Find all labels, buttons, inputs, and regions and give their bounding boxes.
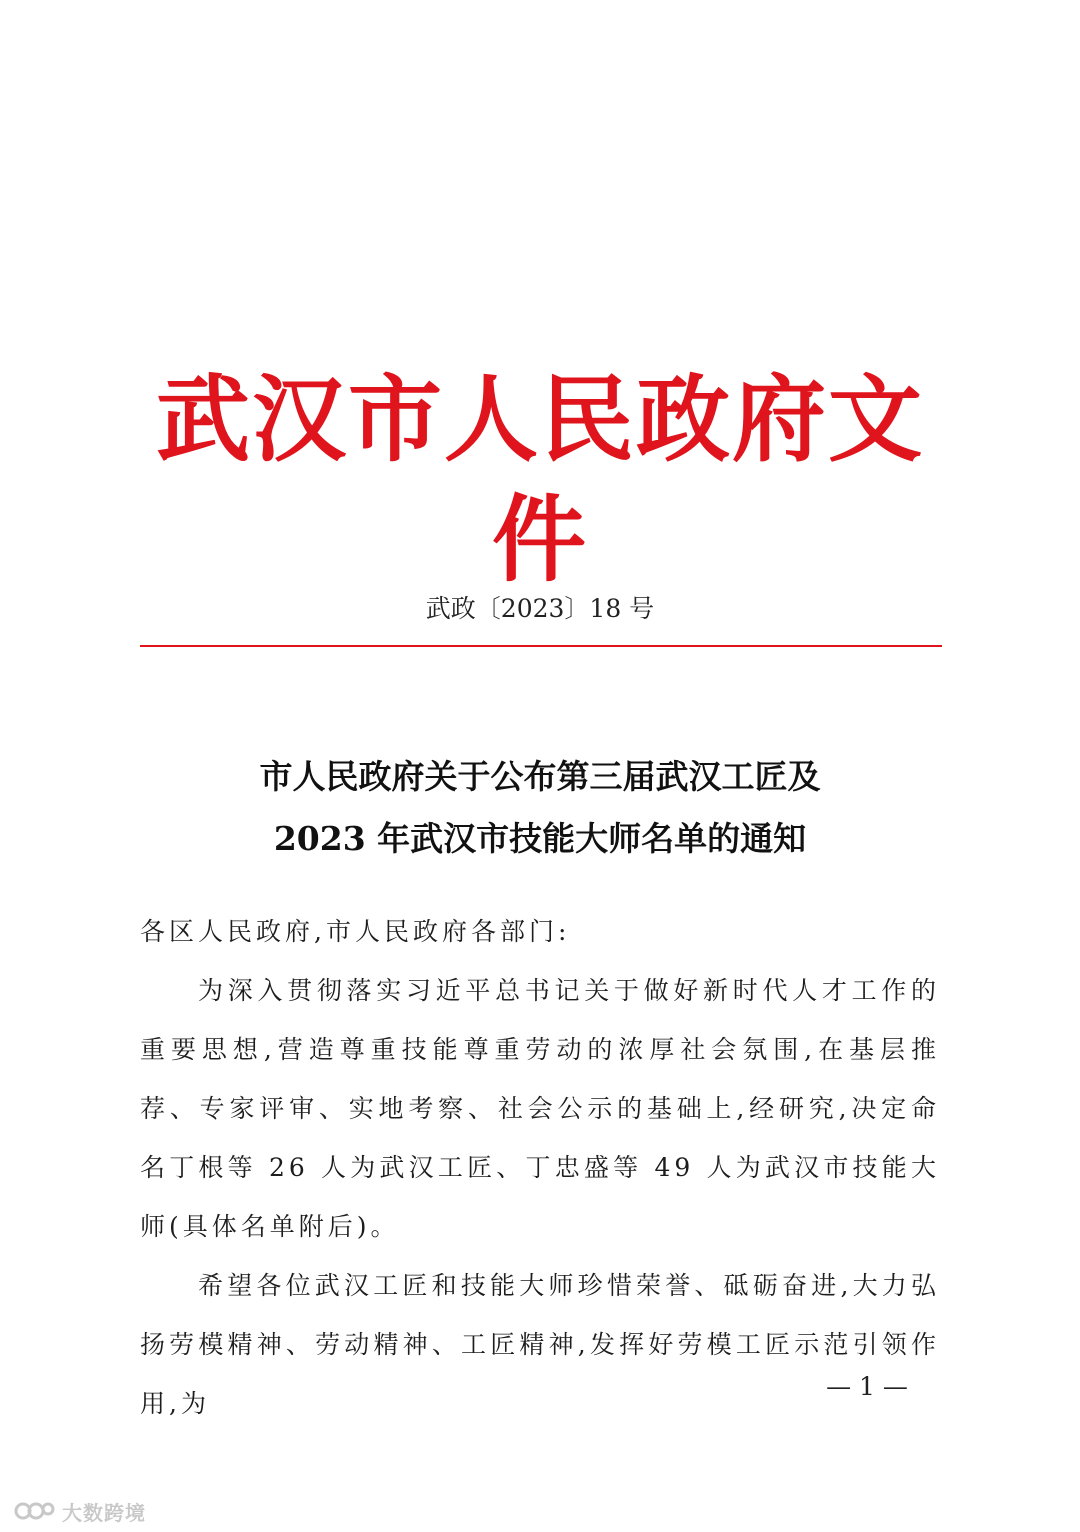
notice-title-line-2: 2023 年武汉市技能大师名单的通知 xyxy=(273,819,807,858)
paragraph-2: 希望各位武汉工匠和技能大师珍惜荣誉、砥砺奋进,大力弘扬劳模精神、劳动精神、工匠精神,发挥好劳模工匠示范引领作用,为 xyxy=(140,1271,940,1418)
red-divider xyxy=(140,645,942,647)
document-number: 武政〔2023〕18 号 xyxy=(425,594,655,623)
notice-title xyxy=(140,746,940,870)
notice-body xyxy=(140,902,940,1433)
brand-logo-icon xyxy=(14,1499,56,1523)
masthead-title: 武汉市人民政府文件 xyxy=(155,365,924,595)
watermark-text: 大数跨境 xyxy=(62,1500,146,1525)
notice-title-line-1: 市人民政府关于公布第三届武汉工匠及 xyxy=(259,757,821,796)
watermark xyxy=(14,1496,146,1526)
salutation: 各区人民政府,市人民政府各部门: xyxy=(140,917,571,946)
paragraph-1: 为深入贯彻落实习近平总书记关于做好新时代人才工作的重要思想,营造尊重技能尊重劳动的浓厚社会氛围,在基层推荐、专家评审、实地考察、社会公示的基础上,经研究,决定命名丁根等 26 人为武汉工匠、丁忠盛等 49 人为武汉市技能大师(具体名单附后)。 xyxy=(140,976,940,1241)
page-number: — 1 — xyxy=(826,1372,908,1401)
